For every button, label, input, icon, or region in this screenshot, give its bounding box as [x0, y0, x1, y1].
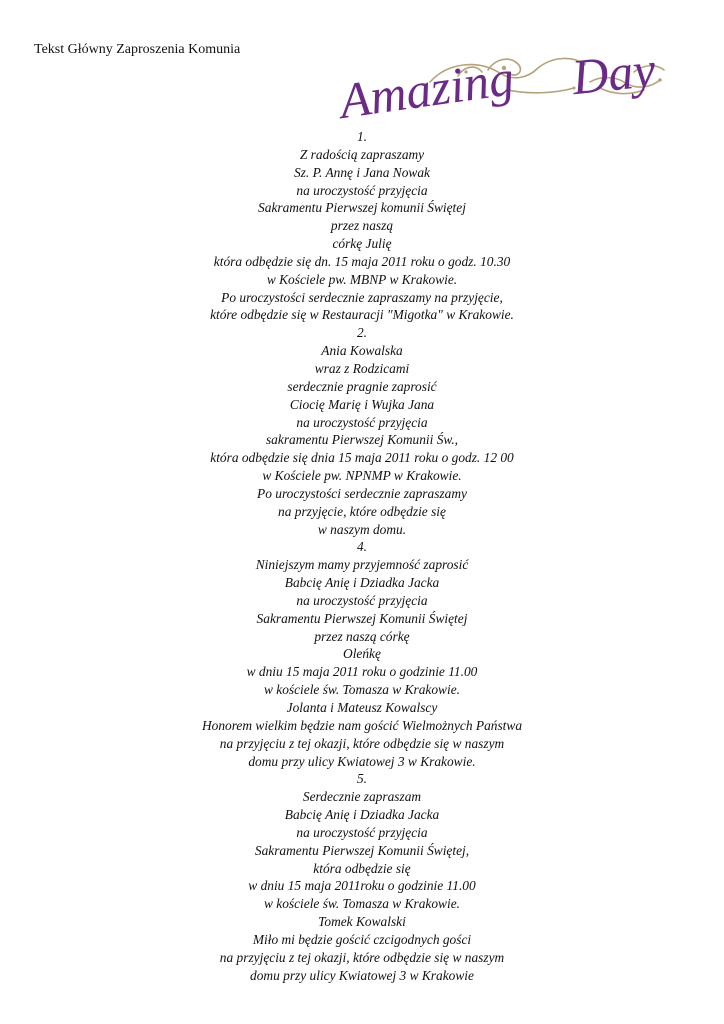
invitation-line: na uroczystość przyjęcia — [296, 182, 428, 198]
invitation-line: która odbędzie się dn. 15 maja 2011 roku o godz. 10.30 — [213, 253, 511, 269]
invitation-line: na przyjęcie, które odbędzie się — [278, 503, 446, 519]
invitation-line: Serdecznie zapraszam — [302, 789, 422, 805]
invitation-line: w naszym domu. — [317, 521, 407, 537]
invitation-line: Ania Kowalska — [321, 343, 403, 359]
invitation-line: 1. — [356, 129, 368, 144]
invitation-line: domu przy ulicy Kwiatowej 3 w Krakowie — [250, 967, 474, 983]
invitation-line: Po uroczystości serdecznie zapraszamy — [257, 485, 467, 501]
invitation-line: Babcię Anię i Dziadka Jacka — [284, 575, 440, 591]
invitation-text-body — [90, 128, 634, 985]
invitation-line: w dniu 15 maja 2011 roku o godzinie 11.00 — [246, 664, 478, 680]
invitation-line: Babcię Anię i Dziadka Jacka — [284, 807, 440, 823]
invitation-line: która odbędzie się dnia 15 maja 2011 roku o godz. 12 00 — [210, 450, 514, 466]
invitation-line: Ciocię Marię i Wujka Jana — [289, 396, 435, 412]
invitation-line: w kościele św. Tomasza w Krakowie. — [263, 896, 461, 912]
invitation-line: w Kościele pw. MBNP w Krakowie. — [266, 271, 458, 287]
invitation-line: które odbędzie się w Restauracji "Migotka" w Krakowie. — [210, 307, 514, 323]
invitation-line: 5. — [356, 771, 368, 787]
invitation-line: przez naszą — [330, 218, 394, 234]
invitation-line: na uroczystość przyjęcia — [296, 592, 428, 608]
invitation-line: Niniejszym mamy przyjemność zaprosić — [255, 557, 469, 573]
invitation-line: wraz z Rodzicami — [314, 360, 410, 376]
invitation-line: w kościele św. Tomasza w Krakowie. — [263, 682, 461, 698]
invitation-line: Sakramentu Pierwszej komunii Świętej — [258, 200, 466, 216]
invitation-line: Tomek Kowalski — [318, 914, 406, 930]
logo-word-day: Day — [569, 40, 659, 106]
amazing-day-logo — [338, 42, 686, 130]
invitation-line: przez naszą córkę — [314, 628, 410, 644]
invitation-line: 4. — [356, 539, 368, 555]
invitation-line: Sz. P. Annę i Jana Nowak — [293, 164, 430, 180]
logo-word-amazing: Amazing — [336, 49, 518, 130]
invitation-line: Oleńkę — [343, 646, 381, 662]
invitation-line: na uroczystość przyjęcia — [296, 414, 428, 430]
invitation-line: Miło mi będzie gościć czcigodnych gości — [252, 931, 472, 947]
invitation-line: Sakramentu Pierwszej Komunii Świętej, — [254, 842, 470, 858]
invitation-line: w Kościele pw. NPNMP w Krakowie. — [262, 468, 462, 484]
invitation-line: na przyjęciu z tej okazji, które odbędzie się w naszym — [219, 735, 505, 751]
invitation-line: która odbędzie się — [313, 860, 411, 876]
document-title: Tekst Główny Zaproszenia Komunia — [34, 42, 241, 57]
invitation-line: Sakramentu Pierwszej Komunii Świętej — [256, 610, 468, 626]
invitation-line: domu przy ulicy Kwiatowej 3 w Krakowie. — [248, 753, 476, 769]
invitation-line: w dniu 15 maja 2011roku o godzinie 11.00 — [248, 878, 476, 894]
invitation-line: Jolanta i Mateusz Kowalscy — [286, 700, 438, 715]
invitation-line: 2. — [356, 325, 368, 341]
invitation-line: Z radością zapraszamy — [299, 146, 425, 162]
invitation-line: sakramentu Pierwszej Komunii Św., — [265, 432, 459, 448]
invitation-line: serdecznie pragnie zaprosić — [287, 378, 437, 394]
invitation-line: na przyjęciu z tej okazji, które odbędzie się w naszym — [219, 949, 505, 965]
invitation-line: córkę Julię — [332, 236, 392, 252]
invitation-line: Po uroczystości serdecznie zapraszamy na przyjęcie, — [221, 289, 503, 305]
invitation-line: Honorem wielkim będzie nam gościć Wielmożnych Państwa — [201, 717, 523, 733]
ornament-flourish-icon — [338, 42, 686, 130]
invitation-line: na uroczystość przyjęcia — [296, 824, 428, 840]
